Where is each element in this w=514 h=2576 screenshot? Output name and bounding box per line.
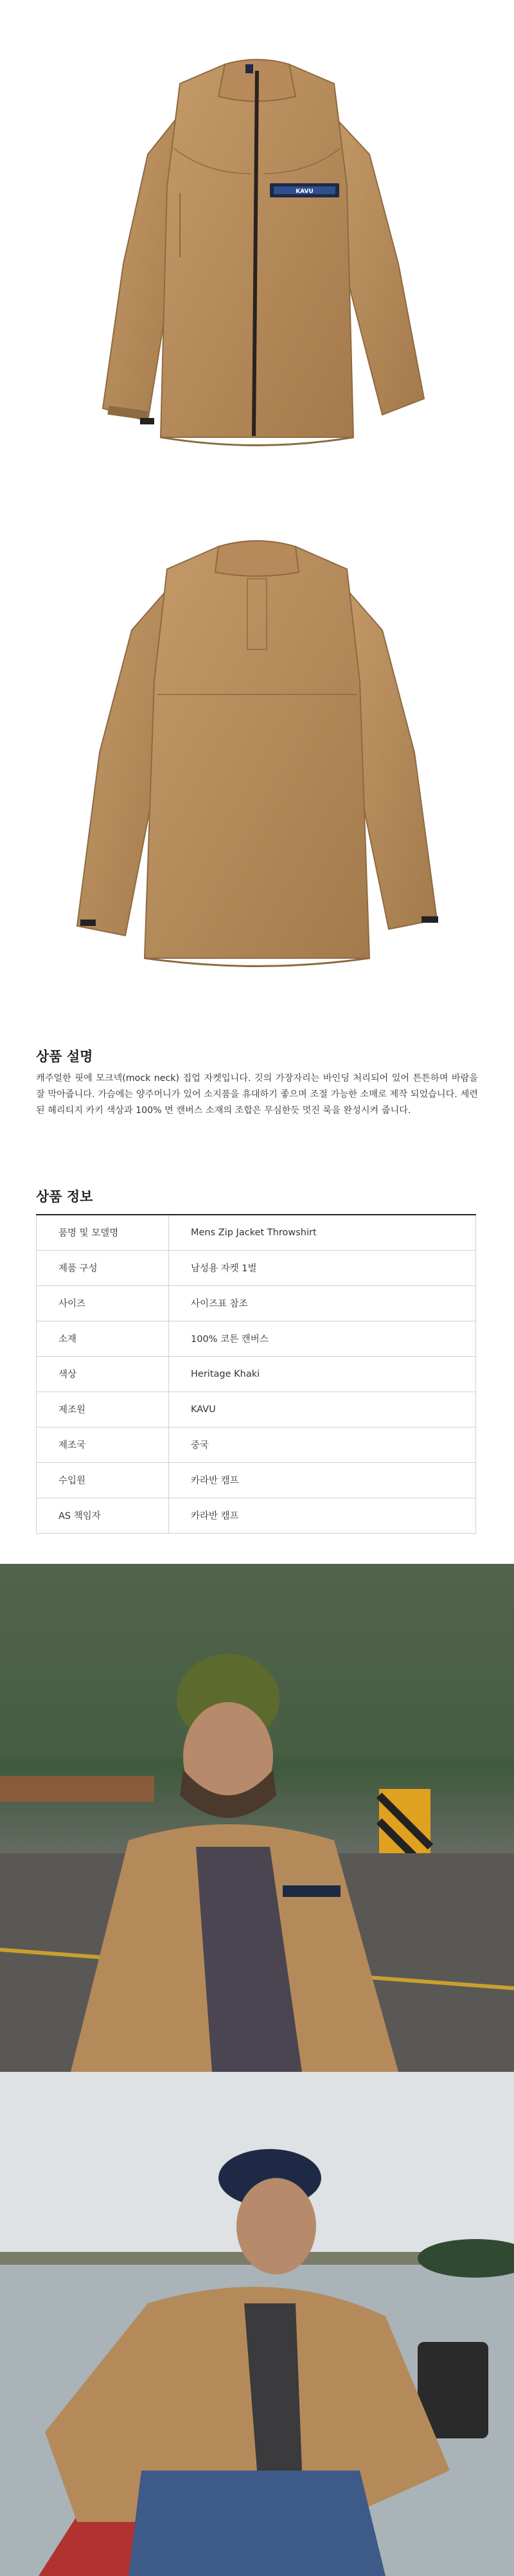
table-row [37, 1462, 476, 1498]
info-value: KAVU [169, 1392, 476, 1427]
jacket-front-image [0, 51, 514, 463]
description-title: 상품 설명 [36, 1049, 93, 1064]
product-info-table [36, 1214, 476, 1534]
svg-text:KAVU: KAVU [296, 188, 314, 195]
info-value: 중국 [169, 1427, 476, 1462]
table-row [37, 1321, 476, 1356]
info-label: 색상 [37, 1356, 169, 1392]
info-value: 사이즈표 참조 [169, 1285, 476, 1321]
description-body: 캐주얼한 핏에 모크넥(mock neck) 집업 자켓입니다. 깃의 가장자리는 바인딩 처리되어 있어 튼튼하며 바람을 잘 막아줍니다. 가슴에는 양주머니가 있어 소지품을 휴대하기 좋으며 조절 가능한 소매로 제작 되었습니다. 세련된 헤리티지 카키 색상과 100% 면 캔버스 소재의 조합은 무심한듯 멋진 룩을 완성시켜 줍니다. [36, 1073, 478, 1116]
info-label: AS 책임자 [37, 1498, 169, 1533]
table-row [37, 1498, 476, 1533]
jacket-back-image [0, 534, 514, 984]
table-row [37, 1285, 476, 1321]
info-value: 100% 코튼 캔버스 [169, 1321, 476, 1356]
product-info-title: 상품 정보 [36, 1189, 93, 1204]
info-label: 사이즈 [37, 1285, 169, 1321]
info-value: 카라반 캠프 [169, 1462, 476, 1498]
table-row [37, 1250, 476, 1285]
info-label: 소재 [37, 1321, 169, 1356]
table-row [37, 1356, 476, 1392]
info-value: Heritage Khaki [169, 1356, 476, 1392]
info-label: 제조국 [37, 1427, 169, 1462]
info-label: 제품 구성 [37, 1250, 169, 1285]
info-label: 수입원 [37, 1462, 169, 1498]
table-row [37, 1427, 476, 1462]
info-value: 남성용 자켓 1벌 [169, 1250, 476, 1285]
lifestyle-photo-roadside [0, 1564, 514, 2072]
info-label: 제조원 [37, 1392, 169, 1427]
lifestyle-photo-boat [0, 2072, 514, 2576]
info-value: 카라반 캠프 [169, 1498, 476, 1533]
table-row [37, 1392, 476, 1427]
table-row [37, 1215, 476, 1250]
info-value: Mens Zip Jacket Throwshirt [169, 1215, 476, 1250]
info-label: 품명 및 모델명 [37, 1215, 169, 1250]
